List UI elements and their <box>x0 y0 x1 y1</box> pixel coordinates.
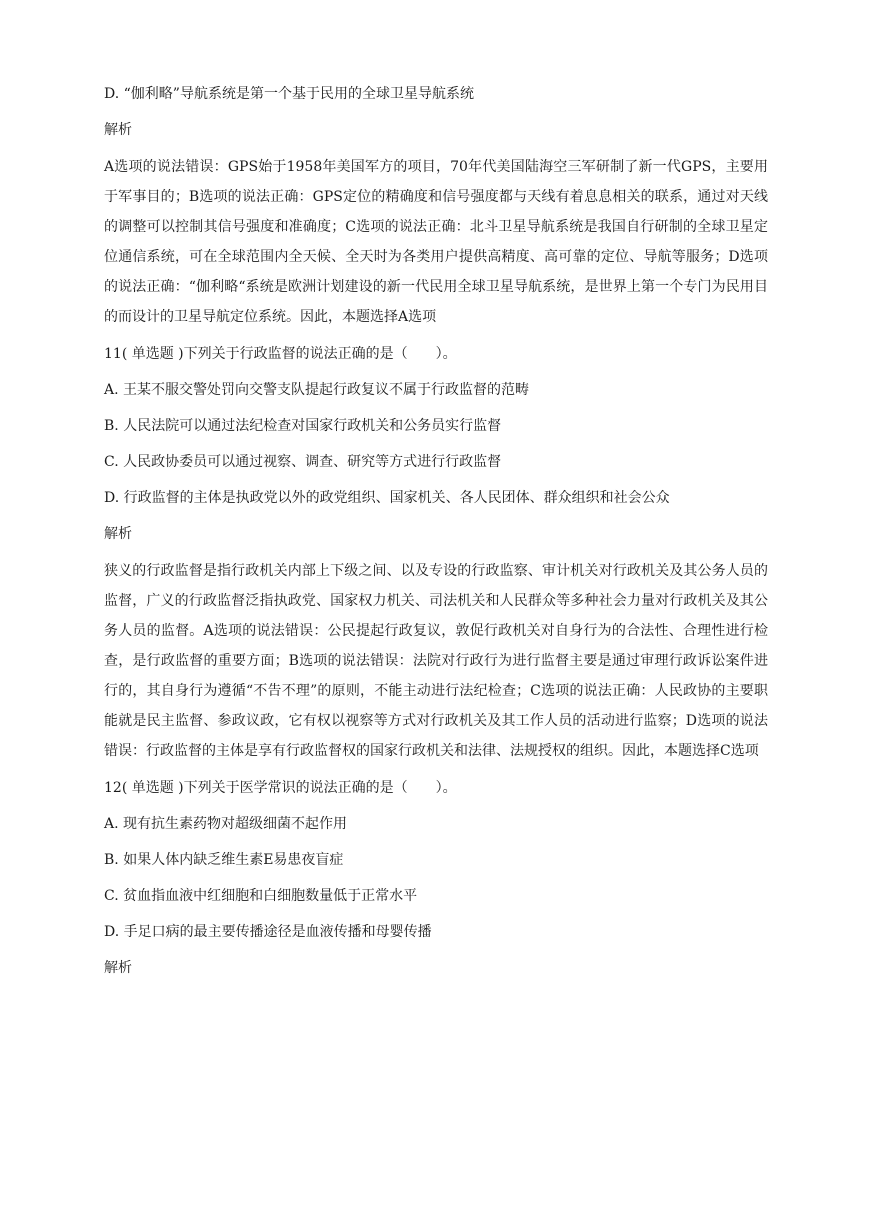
q12-analysis-label: 解析 <box>104 960 132 976</box>
q12-option-d: D. 手足口病的最主要传播途径是血液传播和母婴传播 <box>104 924 432 940</box>
q12-option-c: C. 贫血指血液中红细胞和白细胞数量低于正常水平 <box>104 888 418 904</box>
q12-option-a: A. 现有抗生素药物对超级细菌不起作用 <box>104 816 348 832</box>
q11-option-c: C. 人民政协委员可以通过视察、调查、研究等方式进行行政监督 <box>104 454 502 470</box>
q11-analysis-label: 解析 <box>104 526 132 542</box>
q11-option-a: A. 王某不服交警处罚向交警支队提起行政复议不属于行政监督的范畴 <box>104 382 530 398</box>
document-page <box>104 84 768 978</box>
q10-analysis-label: 解析 <box>104 122 132 138</box>
q10-option-d: D. “伽利略”导航系统是第一个基于民用的全球卫星导航系统 <box>104 86 474 102</box>
q11-option-d: D. 行政监督的主体是执政党以外的政党组织、国家机关、各人民团体、群众组织和社会公众 <box>104 490 670 506</box>
q11-analysis-text: 狭义的行政监督是指行政机关内部上下级之间、以及专设的行政监察、审计机关对行政机关及其公务人员的监督，广义的行政监督泛指执政党、国家权力机关、司法机关和人民群众等多种社会力量对行政机关及其公务人员的监督。A选项的说法错误：公民提起行政复议，敦促行政机关对自身行为的合法性、合理性进行检查，是行政监督的重要方面；B选项的说法错误：法院对行政行为进行监督主要是通过审理行政诉讼案件进行的，其自身行为遵循“不告不理”的原则，不能主动进行法纪检查；C选项的说法正确：人民政协的主要职能就是民主监督、参政议政，它有权以视察等方式对行政机关及其工作人员的活动进行监察；D选项的说法错误：行政监督的主体是享有行政监督权的国家行政机关和法律、法规授权的组织。因此，本题选择C选项 <box>104 563 768 759</box>
q12-option-b: B. 如果人体内缺乏维生素E易患夜盲症 <box>104 852 344 868</box>
q11-option-b: B. 人民法院可以通过法纪检查对国家行政机关和公务员实行监督 <box>104 418 502 434</box>
q12-question: 12( 单选题 )下列关于医学常识的说法正确的是（ ）。 <box>104 780 457 796</box>
q11-question: 11( 单选题 )下列关于行政监督的说法正确的是（ ）。 <box>104 346 457 362</box>
q10-analysis-text: A选项的说法错误：GPS始于1958年美国军方的项目，70年代美国陆海空三军研制了新一代GPS，主要用于军事目的；B选项的说法正确：GPS定位的精确度和信号强度都与天线有着息息相关的联系，通过对天线的调整可以控制其信号强度和准确度；C选项的说法正确：北斗卫星导航系统是我国自行研制的全球卫星定位通信系统，可在全球范围内全天候、全天时为各类用户提供高精度、高可靠的定位、导航等服务；D选项的说法正确：“伽利略“系统是欧洲计划建设的新一代民用全球卫星导航系统，是世界上第一个专门为民用目的而设计的卫星导航定位系统。因此，本题选择A选项 <box>104 159 768 325</box>
